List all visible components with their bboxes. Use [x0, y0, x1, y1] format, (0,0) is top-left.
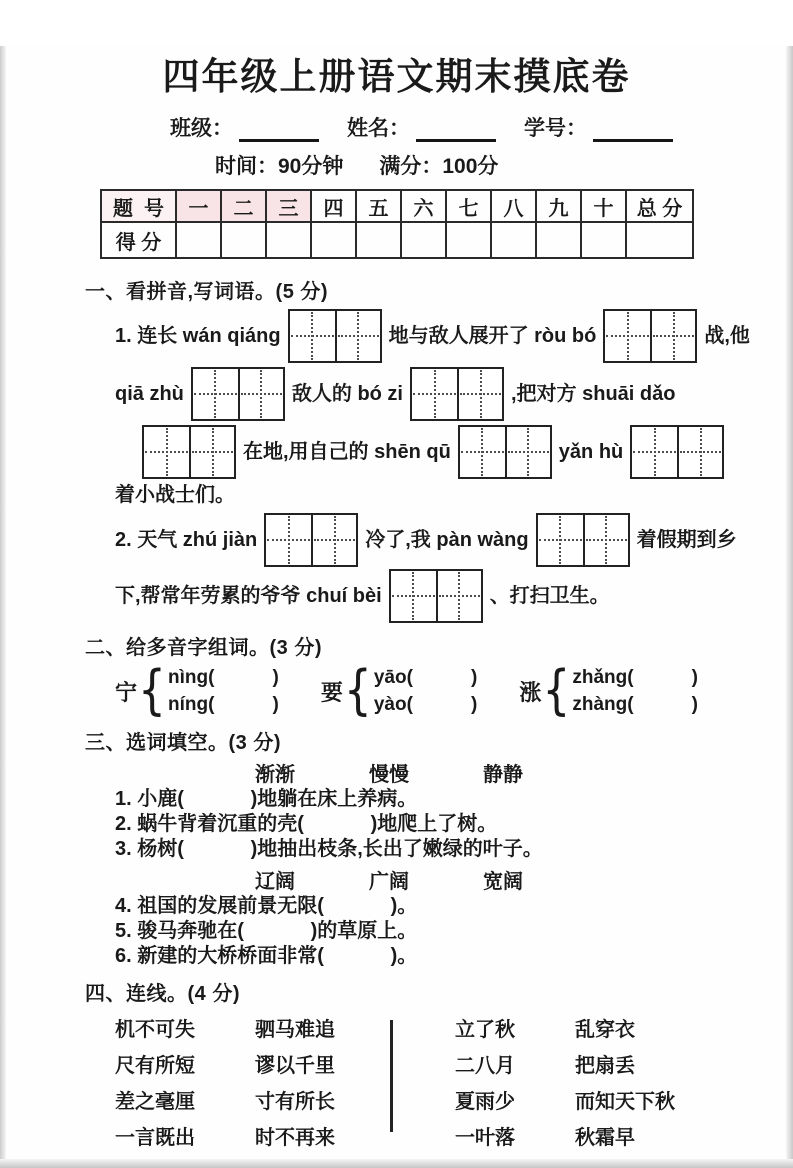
- student-id-label: 学号：: [524, 117, 587, 140]
- tianzige-cell: [605, 311, 650, 361]
- tianzige-cell: [238, 369, 283, 419]
- word-bank-1: [255, 758, 738, 787]
- fill-blank-item[interactable]: 6. 新建的大桥桥面非常( )。: [115, 945, 418, 967]
- score-table-header-row: [101, 190, 693, 222]
- tianzige-box[interactable]: [142, 425, 236, 479]
- word-bank-2: [255, 865, 738, 894]
- tianzige-box[interactable]: [603, 309, 697, 363]
- tianzige-cell: [632, 427, 677, 477]
- student-id-field: [524, 112, 673, 142]
- tianzige-cell: [335, 311, 380, 361]
- matching-divider-line: [390, 1020, 393, 1132]
- tianzige-cell: [650, 311, 695, 361]
- score-row-label: 得 分: [101, 222, 176, 258]
- polyphone-group: [519, 659, 698, 722]
- matching-item[interactable]: 一叶落: [455, 1127, 515, 1149]
- matching-item[interactable]: 寸有所长: [255, 1091, 335, 1113]
- polyphone-char: 宁: [115, 679, 138, 705]
- brace-glyph: {: [138, 659, 167, 722]
- word-option: 慢慢: [369, 764, 409, 786]
- fill-blank-item[interactable]: 2. 蜗牛背着沉重的壳( )地爬上了树。: [115, 813, 498, 835]
- tianzige-cell: [677, 427, 722, 477]
- tianzige-box[interactable]: [410, 367, 504, 421]
- matching-item[interactable]: 二八月: [455, 1055, 515, 1077]
- brace-glyph: {: [343, 659, 372, 722]
- tianzige-cell: [538, 515, 583, 565]
- question-text: yǎn hù: [558, 441, 624, 463]
- polyphone-blank-line[interactable]: zhǎng( ): [572, 667, 698, 688]
- name-blank[interactable]: [416, 120, 496, 142]
- score-cell[interactable]: [581, 222, 626, 258]
- word-option: 广阔: [369, 871, 409, 893]
- matching-item[interactable]: 谬以千里: [255, 1055, 335, 1077]
- matching-item[interactable]: 秋霜早: [575, 1127, 635, 1149]
- section-1-title: 一、看拼音,写词语。(5 分): [85, 281, 329, 303]
- class-blank[interactable]: [239, 120, 319, 142]
- pinyin-line: [115, 513, 738, 567]
- tianzige-cell: [266, 515, 311, 565]
- question-text: 、打扫卫生。: [489, 585, 610, 607]
- section-2: [85, 631, 738, 722]
- exam-info-row: [215, 150, 793, 180]
- total-score-cell[interactable]: [626, 222, 693, 258]
- polyphone-blank-line[interactable]: níng( ): [168, 694, 279, 715]
- total-score-header: 总 分: [626, 190, 693, 222]
- score-cell[interactable]: [266, 222, 311, 258]
- question-number-header: 题 号: [101, 190, 176, 222]
- col-header-6: 六: [401, 190, 446, 222]
- class-label: 班级：: [170, 117, 233, 140]
- matching-item[interactable]: 立了秋: [455, 1019, 515, 1041]
- scan-edge-left: [0, 46, 6, 1168]
- score-cell[interactable]: [401, 222, 446, 258]
- col-header-10: 十: [581, 190, 626, 222]
- word-option: 静静: [483, 764, 523, 786]
- score-cell[interactable]: [536, 222, 581, 258]
- fill-blank-item[interactable]: 1. 小鹿( )地躺在床上养病。: [115, 788, 418, 810]
- score-table: [100, 189, 694, 259]
- tianzige-box[interactable]: [288, 309, 382, 363]
- name-field: [347, 112, 496, 142]
- tianzige-box[interactable]: [630, 425, 724, 479]
- word-option: 宽阔: [483, 871, 523, 893]
- col-header-4: 四: [311, 190, 356, 222]
- matching-item[interactable]: 尺有所短: [115, 1055, 195, 1077]
- tianzige-cell: [583, 515, 628, 565]
- exam-body: [85, 275, 750, 1156]
- question-text: 2. 天气 zhú jiàn: [115, 529, 258, 551]
- question-text: ,把对方 shuāi dǎo: [511, 383, 676, 405]
- score-cell[interactable]: [176, 222, 221, 258]
- student-id-blank[interactable]: [593, 120, 673, 142]
- matching-column-right-b: [575, 1012, 675, 1156]
- col-header-7: 七: [446, 190, 491, 222]
- time-limit: 时间：90分钟: [215, 155, 344, 178]
- word-option: 渐渐: [255, 764, 295, 786]
- score-table-score-row: [101, 222, 693, 258]
- exam-paper-page: [0, 46, 793, 1168]
- fill-blank-item[interactable]: 5. 骏马奔驰在( )的草原上。: [115, 920, 418, 942]
- matching-area: [115, 1012, 738, 1156]
- pinyin-line: [142, 425, 738, 479]
- tianzige-cell: [457, 369, 502, 419]
- tianzige-cell: [189, 427, 234, 477]
- polyphone-char: 要: [320, 679, 343, 705]
- section-3-title: 三、选词填空。(3 分): [85, 732, 281, 754]
- polyphone-row: [115, 659, 738, 722]
- matching-item[interactable]: 差之毫厘: [115, 1091, 195, 1113]
- fill-blank-item[interactable]: 3. 杨树( )地抽出枝条,长出了嫩绿的叶子。: [115, 838, 543, 860]
- col-header-5: 五: [356, 190, 401, 222]
- fill-blank-item[interactable]: 4. 祖国的发展前景无限( )。: [115, 895, 418, 917]
- question-text: 地与敌人展开了 ròu bó: [388, 325, 597, 347]
- score-cell[interactable]: [221, 222, 266, 258]
- matching-column-left-a: [115, 1012, 255, 1156]
- score-cell[interactable]: [446, 222, 491, 258]
- question-text: 下,帮常年劳累的爷爷 chuí bèi: [115, 585, 382, 607]
- question-text: 在地,用自己的 shēn qū: [243, 441, 451, 463]
- polyphone-blank-line[interactable]: yào( ): [373, 694, 478, 715]
- matching-item[interactable]: 机不可失: [115, 1019, 195, 1041]
- polyphone-blank-line[interactable]: nìng( ): [168, 667, 279, 688]
- student-info-row: [170, 112, 793, 142]
- pinyin-line: [115, 367, 738, 421]
- word-option: 辽阔: [255, 871, 295, 893]
- tianzige-cell: [505, 427, 550, 477]
- polyphone-group: [115, 659, 279, 722]
- tianzige-cell: [436, 571, 481, 621]
- tianzige-box[interactable]: [458, 425, 552, 479]
- tianzige-cell: [391, 571, 436, 621]
- class-field: [170, 112, 319, 142]
- brace-glyph: {: [542, 659, 571, 722]
- question-text: 战,他: [704, 325, 750, 347]
- col-header-3: 三: [266, 190, 311, 222]
- tianzige-cell: [460, 427, 505, 477]
- tianzige-box[interactable]: [191, 367, 285, 421]
- matching-column-right-a: [455, 1012, 575, 1156]
- question-text: 着假期到乡: [636, 529, 737, 551]
- matching-item[interactable]: 夏雨少: [455, 1091, 515, 1113]
- tianzige-cell: [412, 369, 457, 419]
- question-text: 敌人的 bó zi: [291, 383, 403, 405]
- scan-edge-right: [786, 46, 793, 1168]
- question-text: 冷了,我 pàn wàng: [365, 529, 529, 551]
- polyphone-blank-line[interactable]: yāo( ): [373, 667, 478, 688]
- question-text: 着小战士们。: [115, 484, 235, 506]
- tianzige-box[interactable]: [389, 569, 483, 623]
- polyphone-group: [320, 659, 478, 722]
- section-3: [85, 726, 738, 969]
- pinyin-line: [115, 309, 750, 363]
- tianzige-box[interactable]: [536, 513, 630, 567]
- col-header-8: 八: [491, 190, 536, 222]
- question-text: 1. 连长 wán qiáng: [115, 325, 281, 347]
- section-2-title: 二、给多音字组词。(3 分): [85, 637, 322, 659]
- tianzige-box[interactable]: [264, 513, 358, 567]
- exam-title: 四年级上册语文期末摸底卷: [162, 56, 631, 97]
- matching-item[interactable]: 时不再来: [255, 1127, 335, 1149]
- score-cell[interactable]: [311, 222, 356, 258]
- full-score: 满分：100分: [379, 155, 499, 178]
- question-text: qiā zhù: [115, 383, 184, 405]
- section-4: [85, 977, 738, 1156]
- matching-item[interactable]: 而知天下秋: [575, 1091, 675, 1113]
- tianzige-cell: [144, 427, 189, 477]
- col-header-9: 九: [536, 190, 581, 222]
- matching-item[interactable]: 乱穿衣: [575, 1019, 635, 1041]
- score-cell[interactable]: [356, 222, 401, 258]
- polyphone-char: 涨: [519, 679, 542, 705]
- scan-edge-bottom: [0, 1159, 793, 1168]
- score-cell[interactable]: [491, 222, 536, 258]
- matching-item[interactable]: 驷马难追: [255, 1019, 335, 1041]
- tianzige-cell: [193, 369, 238, 419]
- section-4-title: 四、连线。(4 分): [85, 983, 240, 1005]
- tianzige-cell: [311, 515, 356, 565]
- col-header-2: 二: [221, 190, 266, 222]
- pinyin-line: [115, 569, 738, 623]
- matching-column-left-b: [255, 1012, 390, 1156]
- col-header-1: 一: [176, 190, 221, 222]
- name-label: 姓名：: [347, 117, 410, 140]
- matching-item[interactable]: 把扇丢: [575, 1055, 635, 1077]
- matching-item[interactable]: 一言既出: [115, 1127, 195, 1149]
- polyphone-blank-line[interactable]: zhàng( ): [572, 694, 698, 715]
- tianzige-cell: [290, 311, 335, 361]
